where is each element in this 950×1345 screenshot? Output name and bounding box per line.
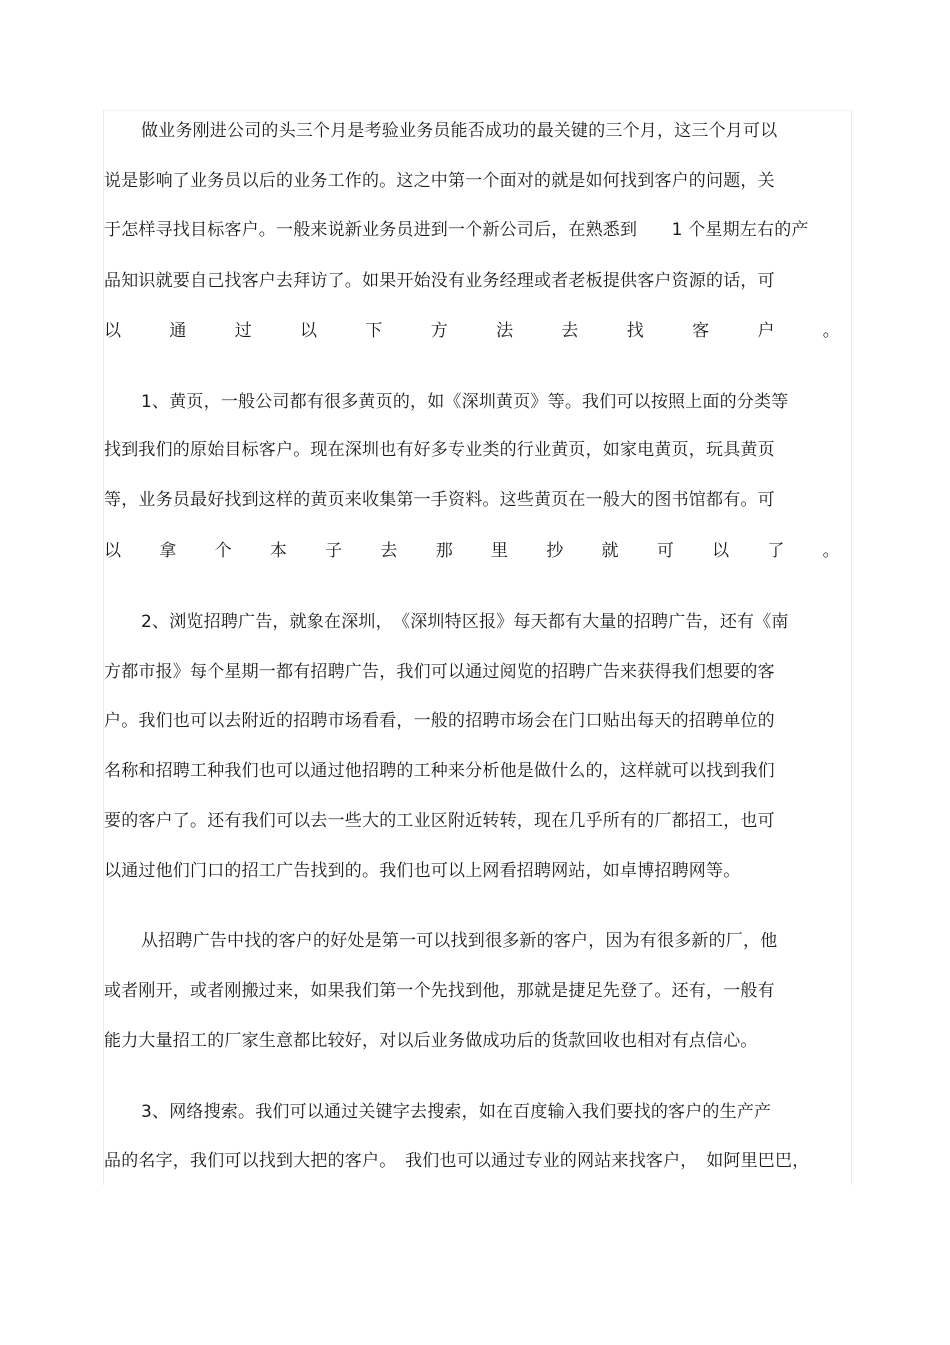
paragraph-1-line-3: 于怎样寻找目标客户。一般来说新业务员进到一个新公司后，在熟悉到 1 个星期左右的产 [104, 220, 809, 240]
spread-char: 法 [496, 321, 514, 341]
spread-char: 可 [656, 541, 675, 561]
spread-char: 里 [490, 541, 509, 561]
paragraph-3-line-1: 2、浏览招聘广告，就象在深圳， 《深圳特区报》每天都有大量的招聘广告，还有《南 [141, 612, 789, 632]
spread-char: 去 [561, 321, 579, 341]
spread-char: 。 [822, 541, 840, 561]
paragraph-1-line-4: 品知识就要自己找客户去拜访了。如果开始没有业务经理或者老板提供客户资源的话，可 [104, 271, 775, 291]
paragraph-3-line-2: 方都市报》每个星期一都有招聘广告，我们可以通过阅览的招聘广告来获得我们想要的客 [104, 662, 775, 682]
spread-char: 找 [626, 321, 644, 341]
spread-char: 那 [435, 541, 453, 561]
paragraph-2-line-3: 等，业务员最好找到这样的黄页来收集第一手资料。这些黄页在一般大的图书馆都有。可 [104, 490, 775, 510]
paragraph-1-line-2: 说是影响了业务员以后的业务工作的。这之中第一个面对的就是如何找到客户的问题，关 [104, 171, 775, 191]
spread-char: 抄 [546, 541, 564, 561]
spread-char: 拿 [159, 541, 177, 561]
spread-char: 个 [214, 541, 232, 561]
page-frame-right [851, 110, 852, 1185]
spread-char: 客 [692, 321, 710, 341]
paragraph-4-line-3: 能力大量招工的厂家生意都比较好，对以后业务做成功后的货款回收也相对有点信心。 [104, 1031, 758, 1051]
paragraph-3-line-4: 名称和招聘工种我们也可以通过他招聘的工种来分析他是做什么的，这样就可以找到我们 [104, 761, 775, 781]
paragraph-1-line-5 [104, 318, 840, 344]
paragraph-2-line-2: 找到我们的原始目标客户。现在深圳也有好多专业类的行业黄页，如家电黄页，玩具黄页 [104, 440, 775, 460]
paragraph-3-line-6: 以通过他们门口的招工广告找到的。我们也可以上网看招聘网站，如卓博招聘网等。 [104, 861, 741, 881]
paragraph-3-line-5: 要的客户了。还有我们可以去一些大的工业区附近转转，现在几乎所有的厂都招工，也可 [104, 811, 775, 831]
spread-char: 以 [104, 541, 122, 561]
spread-char: 就 [601, 541, 619, 561]
paragraph-2-line-1: 1、黄页，一般公司都有很多黄页的，如《深圳黄页》等。我们可以按照上面的分类等 [141, 392, 789, 412]
paragraph-4-line-1: 从招聘广告中找的客户的好处是第一可以找到很多新的客户，因为有很多新的厂，他 [141, 931, 778, 951]
paragraph-3-line-3: 户。我们也可以去附近的招聘市场看看，一般的招聘市场会在门口贴出每天的招聘单位的 [104, 711, 775, 731]
spread-char: 去 [380, 541, 398, 561]
spread-char: 以 [104, 321, 122, 341]
spread-char: 过 [234, 321, 252, 341]
page-frame-top [103, 110, 852, 111]
spread-char: 下 [365, 321, 383, 341]
paragraph-5-line-1: 3、网络搜索。我们可以通过关键字去搜索，如在百度输入我们要找的客户的生产产 [141, 1102, 772, 1122]
spread-char: 通 [169, 321, 187, 341]
spread-char: 户 [757, 321, 775, 341]
paragraph-4-line-2: 或者刚开，或者刚搬过来，如果我们第一个先找到他，那就是捷足先登了。还有，一般有 [104, 981, 775, 1001]
paragraph-5-line-2: 品的名字，我们可以找到大把的客户。 我们也可以通过专业的网站来找客户， 如阿里巴巴， [104, 1151, 810, 1171]
spread-char: 子 [325, 541, 343, 561]
paragraph-1-line-1: 做业务刚进公司的头三个月是考验业务员能否成功的最关键的三个月，这三个月可以 [141, 121, 778, 141]
spread-char: 了 [767, 541, 785, 561]
spread-char: 方 [430, 321, 448, 341]
spread-char: 以 [712, 541, 730, 561]
spread-char: 以 [300, 321, 318, 341]
paragraph-2-line-4 [104, 538, 840, 564]
spread-char: 本 [269, 541, 288, 561]
spread-char: 。 [822, 321, 840, 341]
